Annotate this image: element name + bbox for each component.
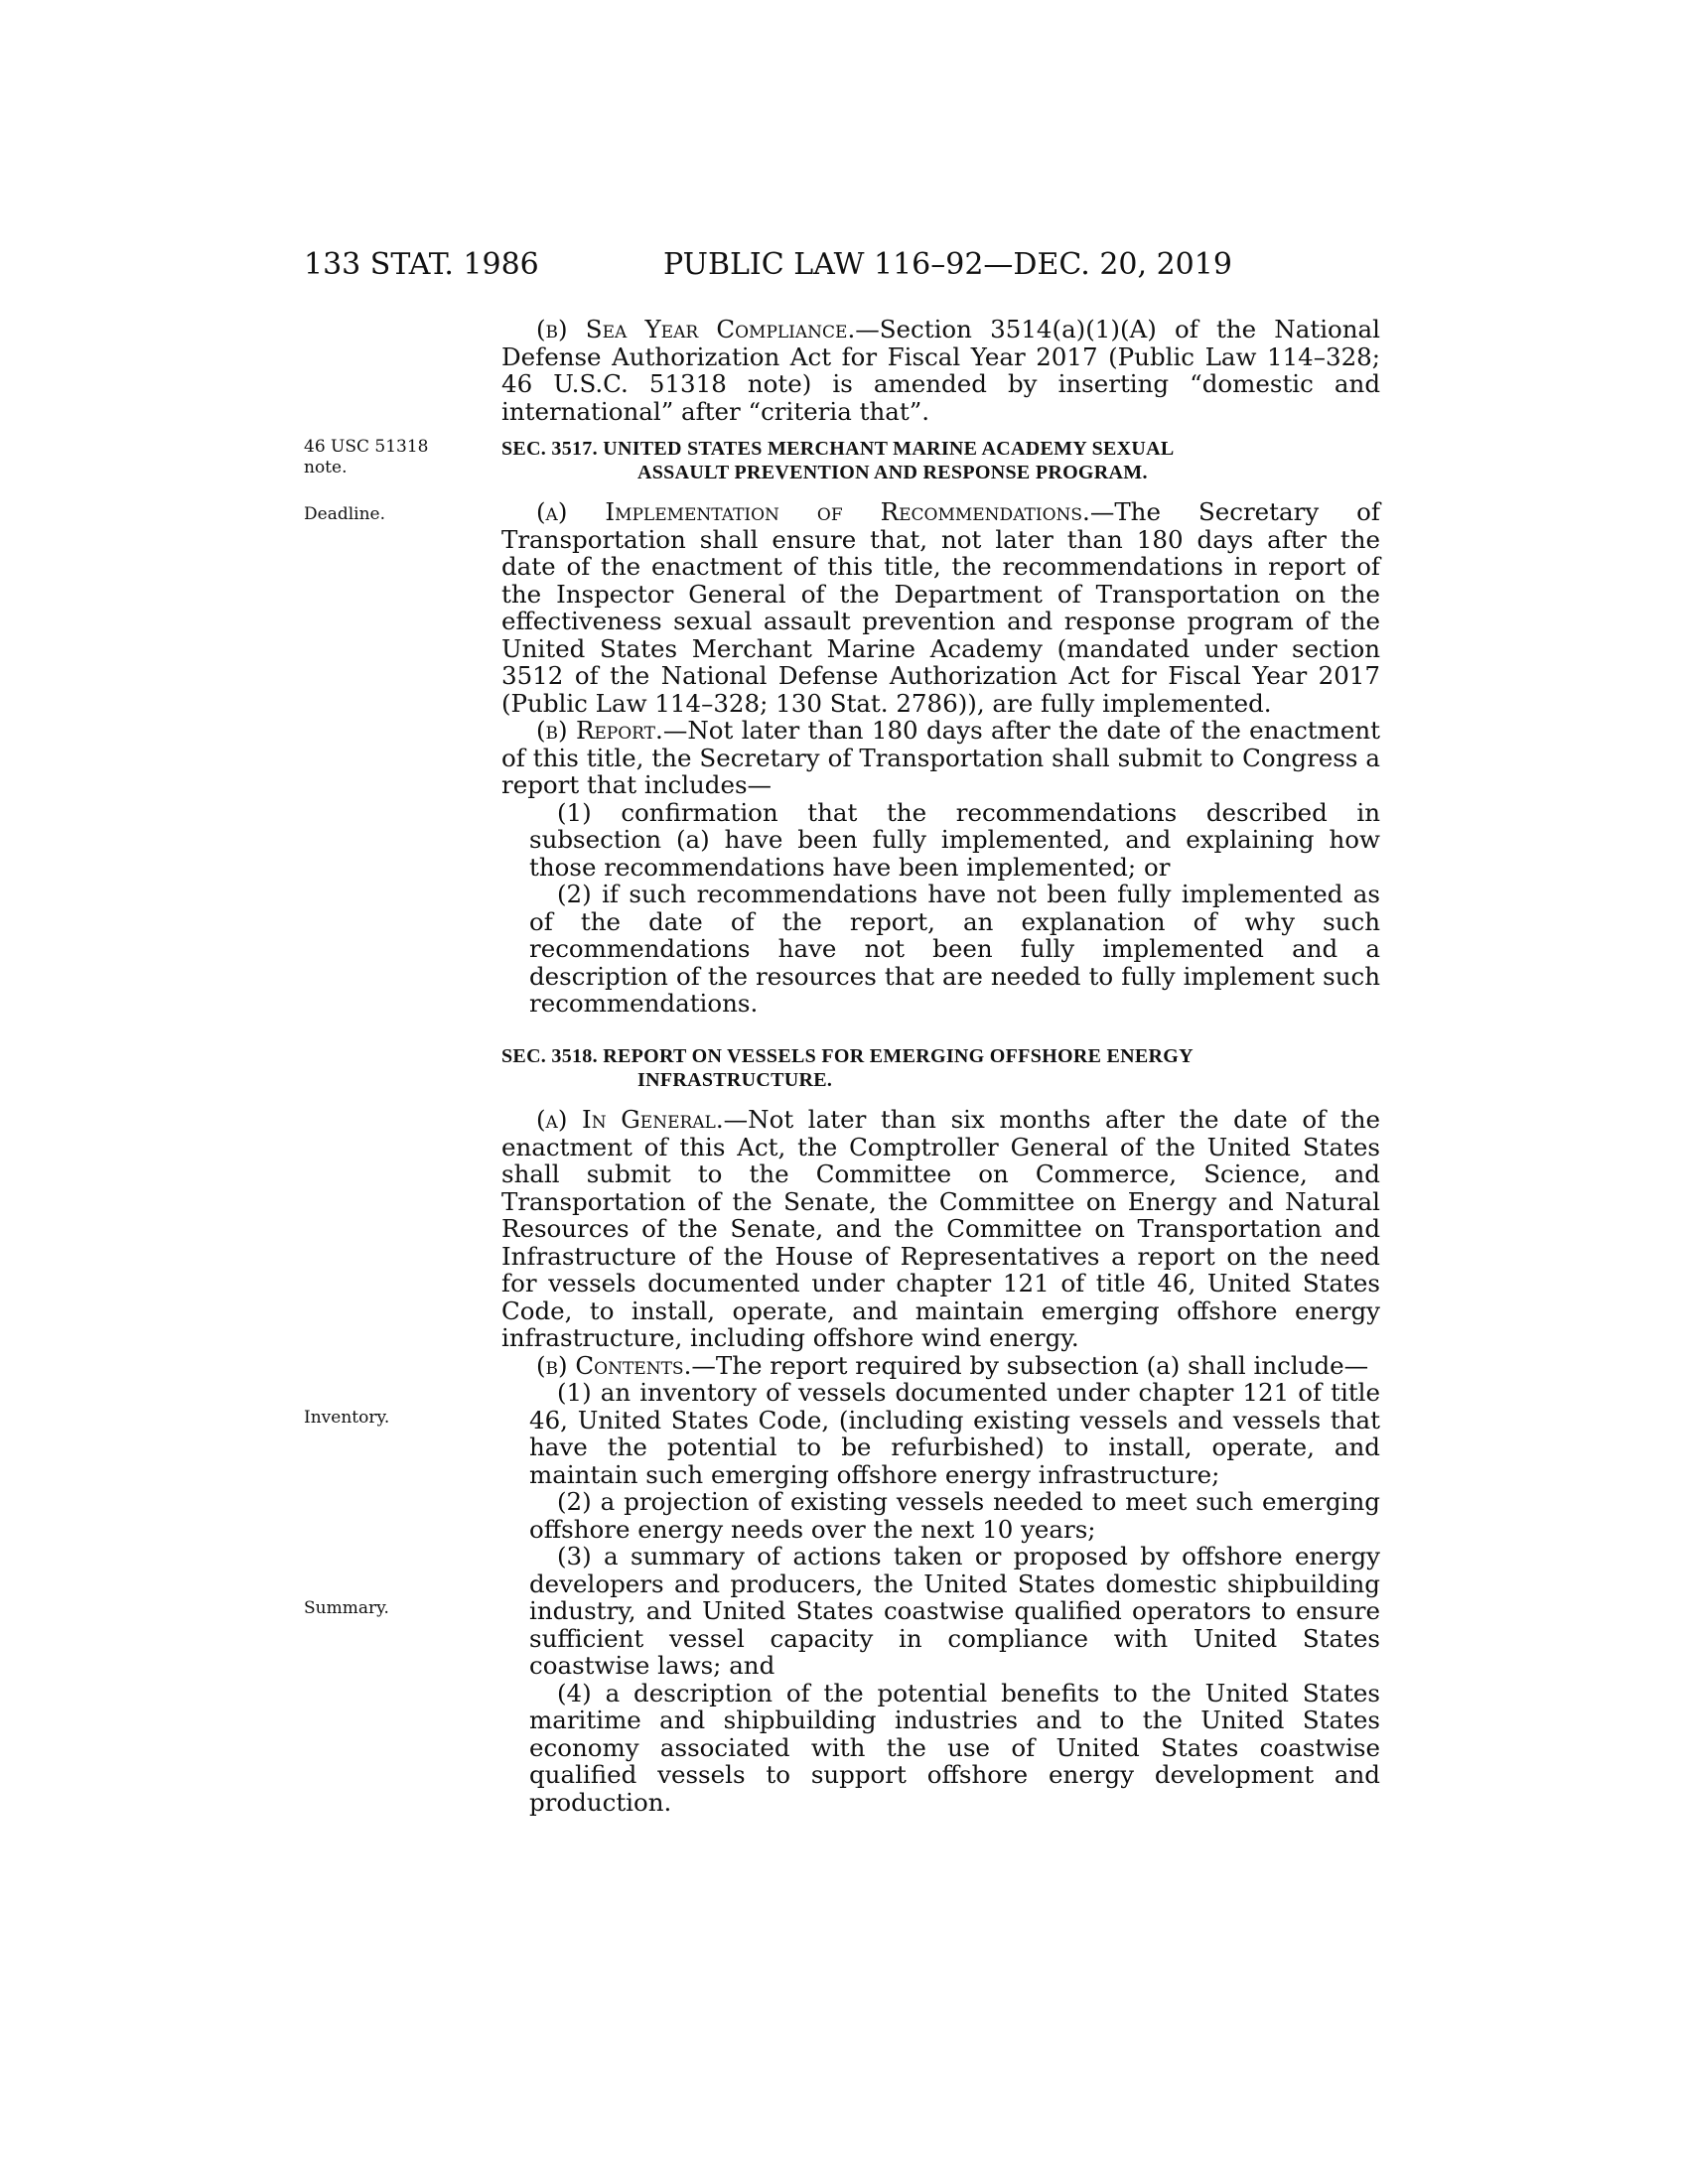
section-3518-heading-line1: SEC. 3518. REPORT ON VESSELS FOR EMERGING OFFSHORE ENERGY: [501, 1045, 1194, 1067]
subsection-label: (a) In General.: [536, 1105, 724, 1134]
section-3518-paragraph-4: (4) a description of the potential benefits to the United States maritime and shipbuilding industries and to the United States economy associated with the use of United States coastwise qualified vessels to support offshore energy development and production.: [529, 1678, 1380, 1817]
margin-note-usc-line1: 46 USC 51318: [304, 437, 429, 457]
section-3518-heading: [501, 1044, 1380, 1092]
section-3518-paragraph-1: (1) an inventory of vessels documented under chapter 121 of title 46, United States Code, (including existing vessels and vessels that have the potential to be refurbished) to install, operate, and maintain such emerging offshore energy infrastructure;: [529, 1378, 1380, 1489]
subsection-text: —The report required by subsection (a) shall include—: [691, 1350, 1369, 1380]
section-3518-paragraph-2: (2) a projection of existing vessels needed to meet such emerging offshore energy needs over the next 10 years;: [529, 1487, 1380, 1544]
section-3517-body: [501, 498, 1380, 1018]
section-3517-subsection-b: [501, 717, 1380, 799]
sea-year-compliance-paragraph: [501, 316, 1380, 425]
margin-note-summary: Summary.: [304, 1598, 389, 1618]
subsection-label: (b) Report.: [536, 716, 663, 745]
margin-note-usc-line2: note.: [304, 458, 348, 478]
margin-note-deadline: Deadline.: [304, 504, 385, 524]
subsection-text: —Not later than 180 days after the date of the enactment of this title, the Secretary of Transportation shall submit to Congress a report that includes—: [501, 716, 1380, 799]
subsection-text: —The Secretary of Transportation shall ensure that, not later than 180 days after the date of the enactment of this title, the recommendations in report of the Inspector General of the Department of Transportation on the effectiveness sexual assault prevention and response program of the United States Merchant Marine Academy (mandated under section 3512 of the National Defense Authorization Act for Fiscal Year 2017 (Public Law 114–328; 130 Stat. 2786)), are fully implemented.: [501, 497, 1381, 718]
subsection-label: (b) Sea Year Compliance.: [536, 315, 856, 343]
stat-page-number: 133 STAT. 1986: [304, 247, 539, 282]
section-3518-subsection-b: [501, 1352, 1380, 1380]
subsection-label: (b) Contents.: [536, 1350, 692, 1380]
section-3517-heading: [501, 437, 1380, 484]
subsection-text: —Section 3514(a)(1)(A) of the National Defense Authorization Act for Fiscal Year 2017 (Public Law 114–328; 46 U.S.C. 51318 note) is amended by inserting “domestic and international” after “criteria that”.: [501, 315, 1381, 426]
section-3518-paragraph-3: (3) a summary of actions taken or proposed by offshore energy developers and producers, the United States domestic shipbuilding industry, and United States coastwise qualified operators to ensure sufficient vessel capacity in compliance with United States coastwise laws; and: [529, 1542, 1380, 1680]
section-3518-subsection-a: [501, 1106, 1380, 1352]
margin-note-usc: [304, 437, 463, 478]
section-3517-paragraph-1: (1) confirmation that the recommendations described in subsection (a) have been fully implemented, and explaining how those recommendations have been implemented; or: [529, 797, 1380, 882]
section-3518-body: [501, 1106, 1380, 1816]
section-3517-subsection-a: [501, 498, 1380, 717]
margin-note-inventory: Inventory.: [304, 1408, 390, 1428]
subsection-label: (a) Implementation of Recommendations.: [536, 497, 1090, 526]
subsection-text: —Not later than six months after the date of the enactment of this Act, the Comptroller General of the United States shall submit to the Committee on Commerce, Science, and Transportation of the Senate, the Committee on Energy and Natural Resources of the Senate, and the Committee on Transportation and Infrastructure of the House of Representatives a report on the need for vessels documented under chapter 121 of title 46, United States Code, to install, operate, and maintain emerging offshore energy infrastructure, including offshore wind energy.: [501, 1105, 1380, 1352]
section-3517-heading-line2: ASSAULT PREVENTION AND RESPONSE PROGRAM.: [637, 462, 1148, 483]
sea-year-compliance-block: [501, 316, 1380, 425]
section-3517-heading-line1: SEC. 3517. UNITED STATES MERCHANT MARINE ACADEMY SEXUAL: [501, 438, 1175, 460]
section-3517-paragraph-2: (2) if such recommendations have not been fully implemented as of the date of the report, an explanation of why such recommendations have not been fully implemented and a description of the resources that are needed to fully implement such recommendations.: [529, 880, 1380, 1018]
section-3518-heading-line2: INFRASTRUCTURE.: [637, 1069, 833, 1091]
running-header-title: PUBLIC LAW 116–92—DEC. 20, 2019: [663, 247, 1232, 282]
